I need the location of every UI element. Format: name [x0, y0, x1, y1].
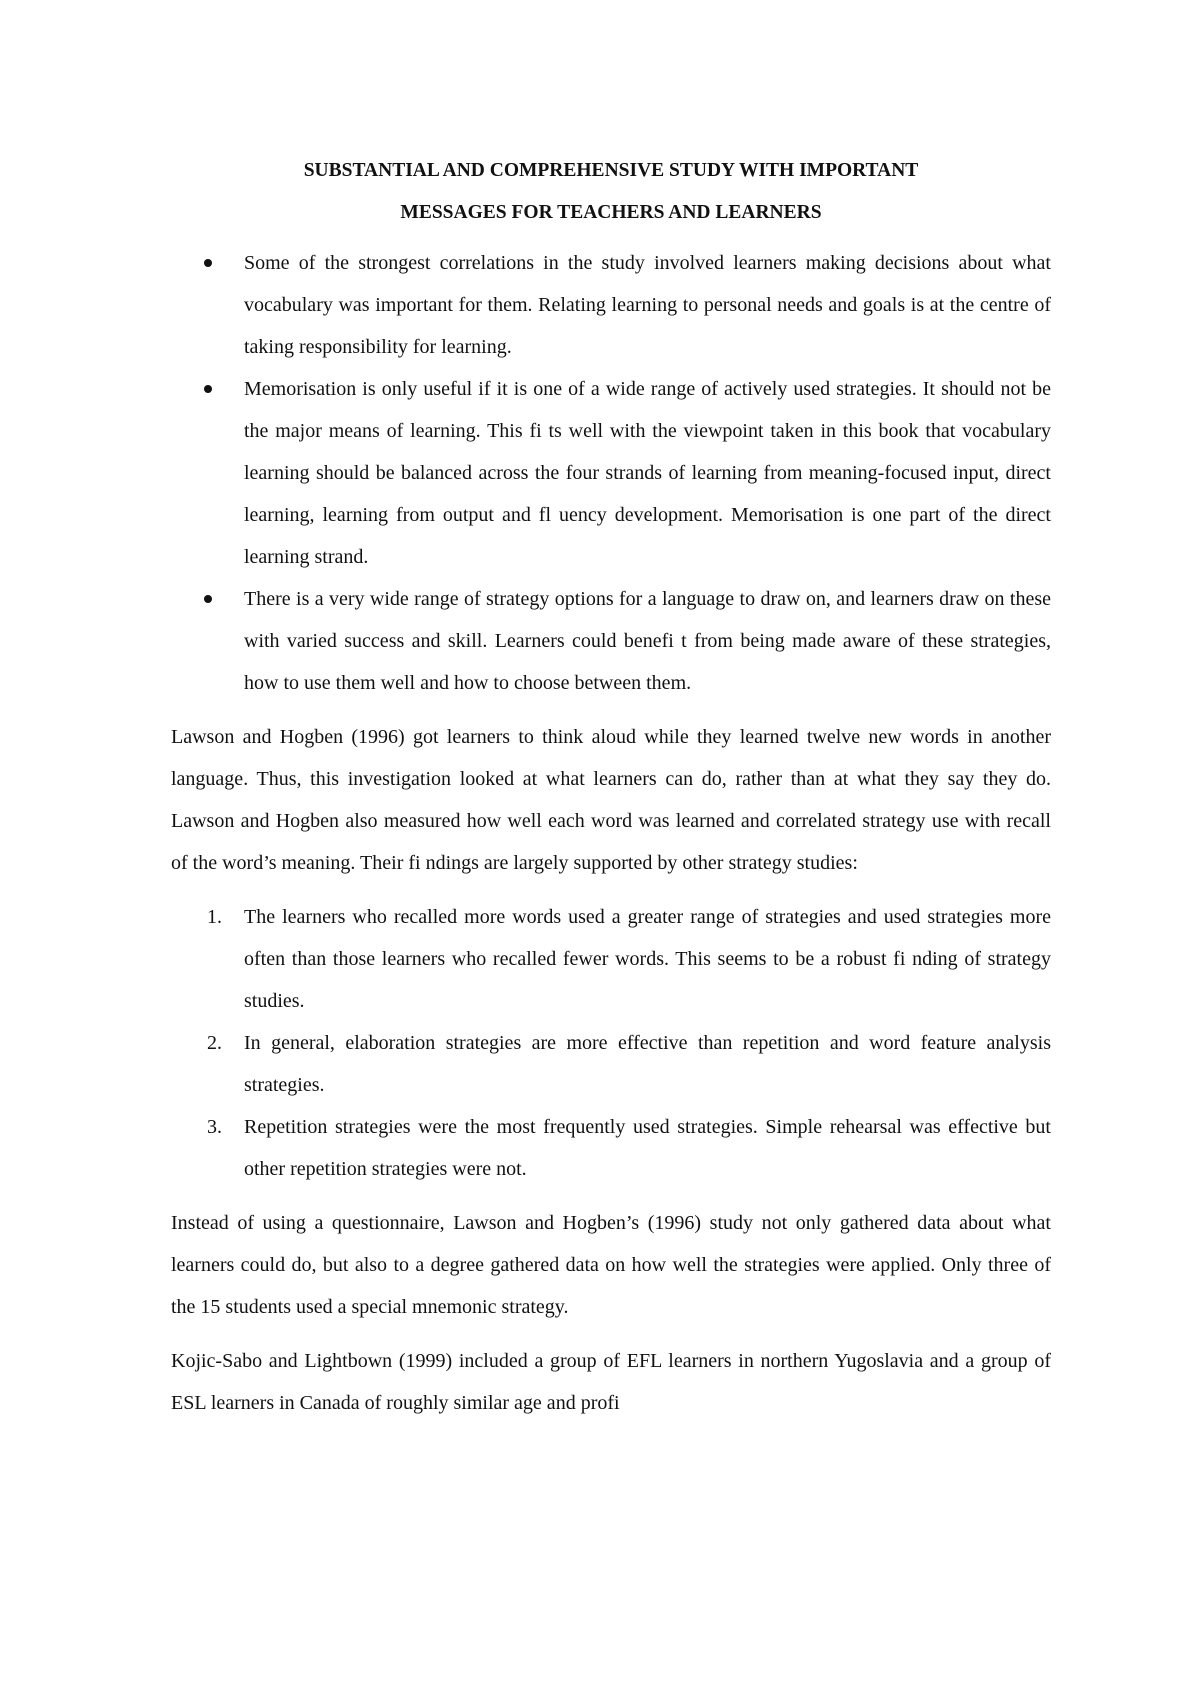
- item-text: In general, elaboration strategies are more effective than repetition and word feature analysis strategies.: [244, 1032, 1051, 1096]
- numbered-list: [171, 896, 1051, 1190]
- bullet-text: Some of the strongest correlations in the study involved learners making decisions about what vocabulary was important for them. Relating learning to personal needs and goals is at the centre of taking responsibility for learning.: [244, 252, 1051, 358]
- bullet-dot-icon: [204, 385, 212, 393]
- section-heading: [171, 150, 1051, 234]
- item-number: 3.: [207, 1116, 222, 1138]
- item-text: Repetition strategies were the most frequently used strategies. Simple rehearsal was effective but other repetition strategies were not.: [244, 1116, 1051, 1180]
- numbered-item: [171, 1106, 1051, 1190]
- bullet-dot-icon: [204, 595, 212, 603]
- bullet-dot-icon: [204, 259, 212, 267]
- bullet-item: [171, 368, 1051, 578]
- document-page: [171, 150, 1051, 1436]
- heading-line-2: MESSAGES FOR TEACHERS AND LEARNERS: [400, 202, 822, 223]
- item-text: The learners who recalled more words used a greater range of strategies and used strategies more often than those learners who recalled fewer words. This seems to be a robust fi nding of strategy studies.: [244, 906, 1051, 1012]
- bullet-text: Memorisation is only useful if it is one of a wide range of actively used strategies. It should not be the major means of learning. This fi ts well with the viewpoint taken in this book that vocabulary learning should be balanced across the four strands of learning from meaning-focused input, direct learning, learning from output and fl uency development. Memorisation is one part of the direct learning strand.: [244, 378, 1051, 568]
- bullet-text: There is a very wide range of strategy options for a language to draw on, and learners draw on these with varied success and skill. Learners could benefi t from being made aware of these strategies, how to use them well and how to choose between them.: [244, 588, 1051, 694]
- bullet-list: [171, 242, 1051, 704]
- numbered-item: [171, 1022, 1051, 1106]
- paragraph-kojic-sabo: Kojic-Sabo and Lightbown (1999) included a group of EFL learners in northern Yugoslavia and a group of ESL learners in Canada of roughly similar age and profi: [171, 1350, 1051, 1414]
- paragraph-lawson-hogben: Lawson and Hogben (1996) got learners to think aloud while they learned twelve new words in another language. Thus, this investigation looked at what learners can do, rather than at what they say they do. Lawson and Hogben also measured how well each word was learned and correlated strategy use with recall of the word’s meaning. Their fi ndings are largely supported by other strategy studies:: [171, 726, 1051, 874]
- paragraph-questionnaire: Instead of using a questionnaire, Lawson and Hogben’s (1996) study not only gathered data about what learners could do, but also to a degree gathered data on how well the strategies were applied. Only three of the 15 students used a special mnemonic strategy.: [171, 1212, 1051, 1318]
- bullet-item: [171, 578, 1051, 704]
- heading-line-1: SUBSTANTIAL AND COMPREHENSIVE STUDY WITH IMPORTANT: [303, 160, 919, 181]
- item-number: 2.: [207, 1032, 222, 1054]
- bullet-item: [171, 242, 1051, 368]
- numbered-item: [171, 896, 1051, 1022]
- item-number: 1.: [207, 906, 222, 928]
